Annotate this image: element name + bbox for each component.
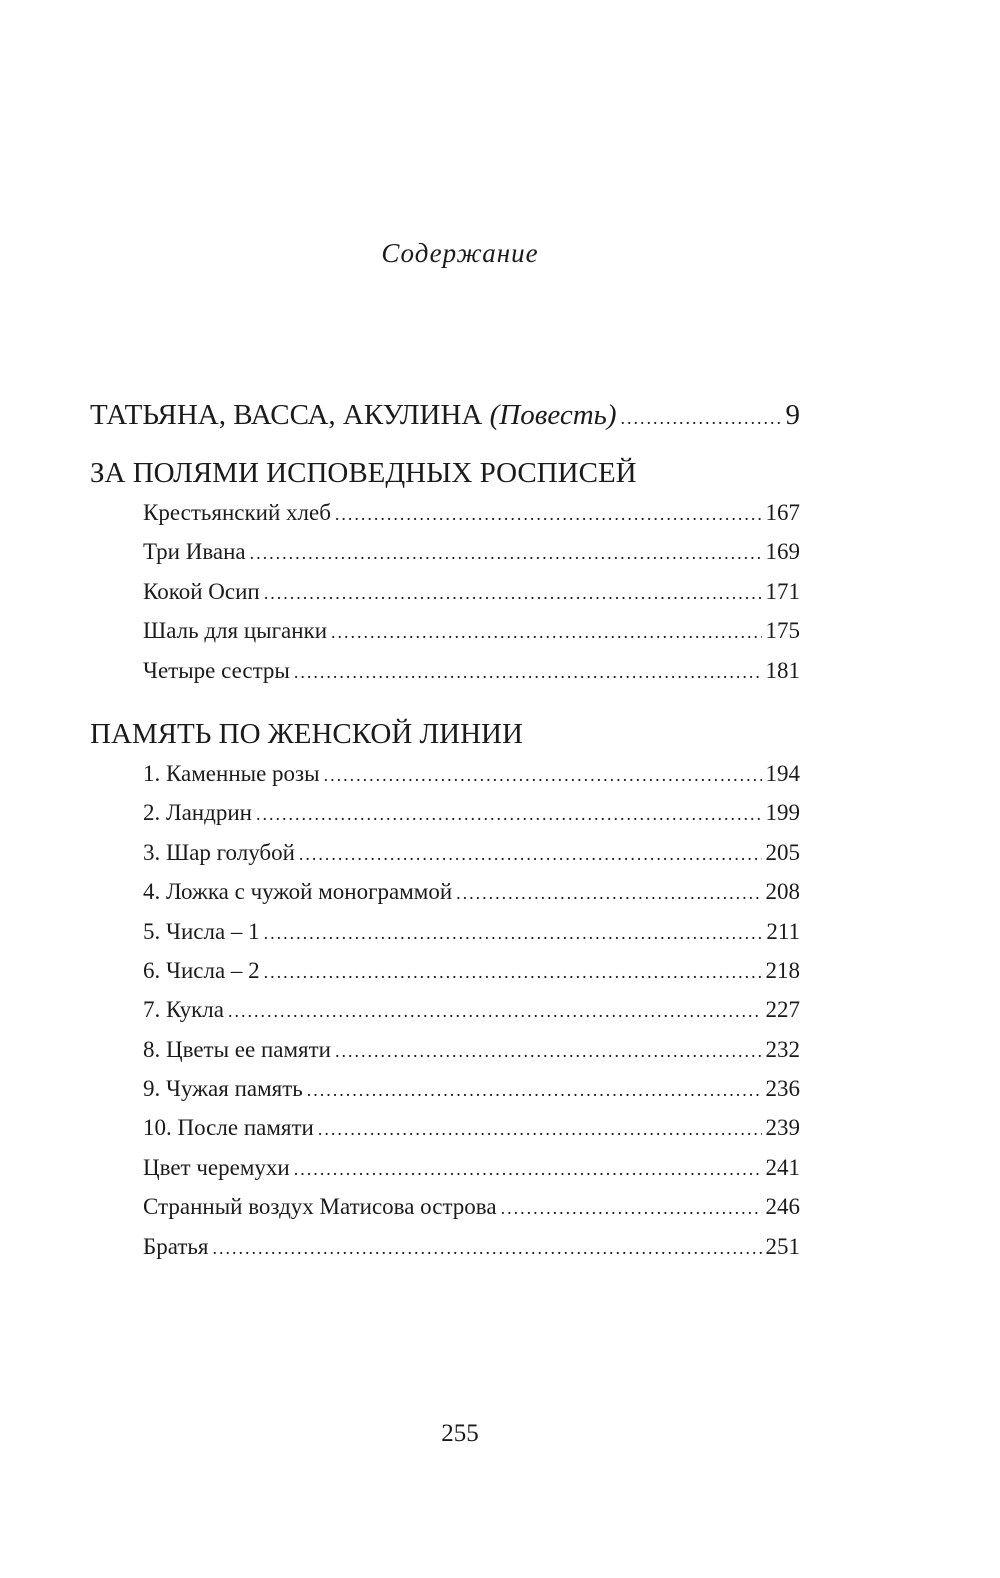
toc-entry-label: Четыре сестры [143,657,290,683]
toc-entry[interactable] [90,1069,800,1108]
toc-entry-label: Братья [143,1233,209,1259]
toc-entry[interactable] [90,1148,800,1187]
toc-entry[interactable] [90,1187,800,1226]
toc-entry-label: Шаль для цыганки [143,618,328,644]
toc-entry[interactable] [90,493,800,532]
toc-entry[interactable] [90,793,800,832]
dot-leader [456,874,761,913]
toc-entry-part-1[interactable] [90,395,800,435]
toc-entry[interactable] [90,651,800,690]
toc-entry-page: 175 [765,618,800,644]
toc-entry-label [90,395,617,435]
part-title: ТАТЬЯНА, ВАССА, АКУЛИНА [90,399,483,431]
toc-entry[interactable] [90,611,800,650]
dot-leader [335,495,762,534]
toc-entry-label: 2. Ландрин [143,800,252,826]
dot-leader [294,653,762,692]
toc-entry-page: 171 [765,578,800,604]
toc-entry-page: 211 [766,918,800,944]
dot-leader [307,1071,762,1110]
toc-entry-label: 3. Шар голубой [143,839,295,865]
toc-entry-label: Кокой Осип [143,578,260,604]
dot-leader [264,574,762,613]
toc-entry-page: 208 [765,879,800,905]
toc-entry[interactable] [90,833,800,872]
toc-entry[interactable] [90,1030,800,1069]
toc-entry-page: 239 [765,1115,800,1141]
toc-entry-page: 205 [765,839,800,865]
toc-entry-page: 251 [765,1233,800,1259]
toc-entry-label: Крестьянский хлеб [143,500,331,525]
dot-leader [335,1032,762,1071]
toc-entry-label: 9. Чужая память [143,1076,303,1102]
toc-entry[interactable] [90,951,800,990]
toc-entry-page: 167 [765,500,800,525]
toc-entry-page: 218 [765,957,800,983]
toc-entry-page: 227 [765,997,800,1023]
toc-entry-page: 236 [765,1076,800,1102]
dot-leader [264,914,763,953]
toc-entry[interactable] [90,572,800,611]
toc-entry-label: 6. Числа – 2 [143,957,260,983]
dot-leader [299,835,762,874]
toc-entry-label: 10. После памяти [143,1115,314,1141]
toc-entry-page: 181 [765,657,800,683]
toc-entry-label: Странный воздух Матисова острова [143,1194,497,1220]
toc-entry-label: 5. Числа – 1 [143,918,260,944]
toc-entry-page: 9 [785,399,800,431]
toc-entry-page: 232 [765,1036,800,1062]
dot-leader [212,1229,761,1268]
dot-leader [256,795,762,834]
toc-entry-label: 1. Каменные розы [143,760,320,786]
toc-entry-label: Три Ивана [143,539,246,565]
toc-entry-label: 8. Цветы ее памяти [143,1036,331,1062]
dot-leader [264,953,762,992]
toc-entry[interactable] [90,990,800,1029]
toc-entry[interactable] [90,872,800,911]
toc-entry-label: Цвет черемухи [143,1154,290,1180]
toc-entry-label: 4. Ложка с чужой монограммой [143,879,453,905]
dot-leader [621,398,782,438]
dot-leader [294,1150,762,1189]
dot-leader [318,1110,762,1149]
part-note: (Повесть) [489,399,617,431]
table-of-contents [90,395,800,1266]
toc-entry[interactable] [90,532,800,571]
dot-leader [501,1189,762,1228]
toc-entry-page: 246 [765,1194,800,1220]
toc-entry-page: 194 [765,760,800,786]
toc-entry-label: 7. Кукла [143,997,224,1023]
section-heading-2: ПАМЯТЬ ПО ЖЕНСКОЙ ЛИНИИ [90,717,523,750]
toc-entry-page: 241 [765,1154,800,1180]
toc-entry[interactable] [90,754,800,793]
toc-entry[interactable] [90,1227,800,1266]
toc-entry[interactable] [90,1108,800,1147]
toc-entry-page: 169 [765,539,800,565]
section-heading-1: ЗА ПОЛЯМИ ИСПОВЕДНЫХ РОСПИСЕЙ [90,457,637,489]
toc-entry[interactable] [90,912,800,951]
dot-leader [250,534,762,573]
page-title: Содержание [381,238,539,268]
page-number: 255 [441,1420,479,1447]
toc-entry-page: 199 [765,800,800,826]
dot-leader [324,756,762,795]
dot-leader [228,992,762,1031]
dot-leader [331,613,761,652]
